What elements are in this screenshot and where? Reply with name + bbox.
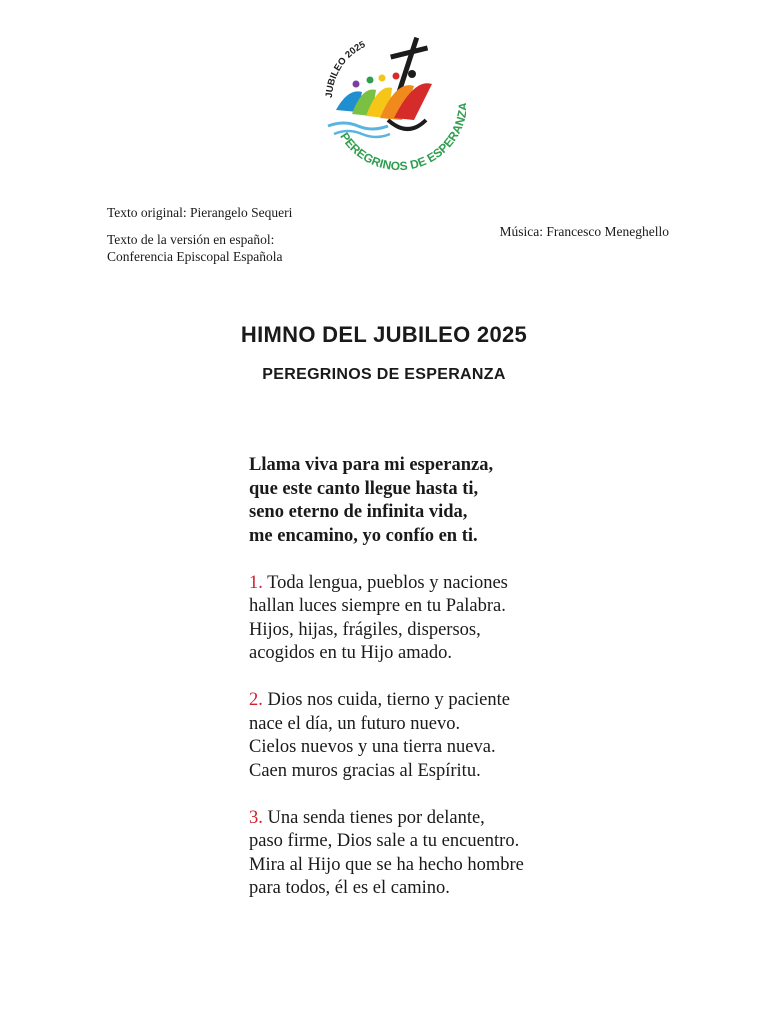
refrain-line: seno eterno de infinita vida, (249, 502, 468, 522)
stanza-1 (249, 572, 524, 666)
credits-left (107, 204, 292, 265)
jubilee-logo (318, 28, 466, 176)
stanza-line: Mira al Hijo que se ha hecho hombre (249, 854, 524, 875)
stanza-line: 1. Toda lengua, pueblos y naciones (249, 572, 508, 593)
hymn-text (249, 454, 524, 901)
stanza-line: nace el día, un futuro nuevo. (249, 713, 461, 734)
stanza-line: 3. Una senda tienes por delante, (249, 807, 485, 828)
stanza-line: paso firme, Dios sale a tu encuentro. (249, 831, 520, 851)
stanza-line: Caen muros gracias al Espíritu. (249, 760, 481, 781)
credit-music: Música: Francesco Meneghello (499, 224, 669, 239)
credit-original-text: Texto original: Pierangelo Sequeri (107, 205, 293, 220)
credit-spanish-author: Conferencia Episcopal Española (107, 249, 283, 264)
logo-arc-text-bottom: PEREGRINOS DE ESPERA (337, 122, 466, 174)
refrain-line: Llama viva para mi esperanza, (249, 455, 494, 475)
stanza-number: 2. (249, 690, 263, 710)
stanza-3 (249, 807, 524, 901)
stanza-line: 2. Dios nos cuida, tierno y paciente (249, 690, 510, 710)
page-subtitle: PEREGRINOS DE ESPERANZA (262, 366, 506, 383)
stanza-line: Cielos nuevos y una tierra nueva. (249, 737, 496, 757)
refrain-line: que este canto llegue hasta ti, (249, 478, 479, 499)
stanza-number: 1. (249, 572, 263, 593)
stanza-number: 3. (249, 807, 263, 828)
credit-spanish-label: Texto de la versión en español: (107, 232, 275, 247)
page-title: HIMNO DEL JUBILEO 2025 (240, 322, 528, 347)
refrain-line: me encamino, yo confío en ti. (249, 525, 478, 546)
logo-arc-text-top: JUBILEO 2025 (323, 39, 368, 99)
stanza-line: Hijos, hijas, frágiles, dispersos, (249, 619, 481, 640)
stanza-line: acogidos en tu Hijo amado. (249, 643, 452, 663)
refrain (249, 454, 524, 548)
stanza-line: hallan luces siempre en tu Palabra. (249, 596, 506, 616)
stanza-line: para todos, él es el camino. (249, 878, 450, 898)
stanza-2 (249, 689, 524, 783)
